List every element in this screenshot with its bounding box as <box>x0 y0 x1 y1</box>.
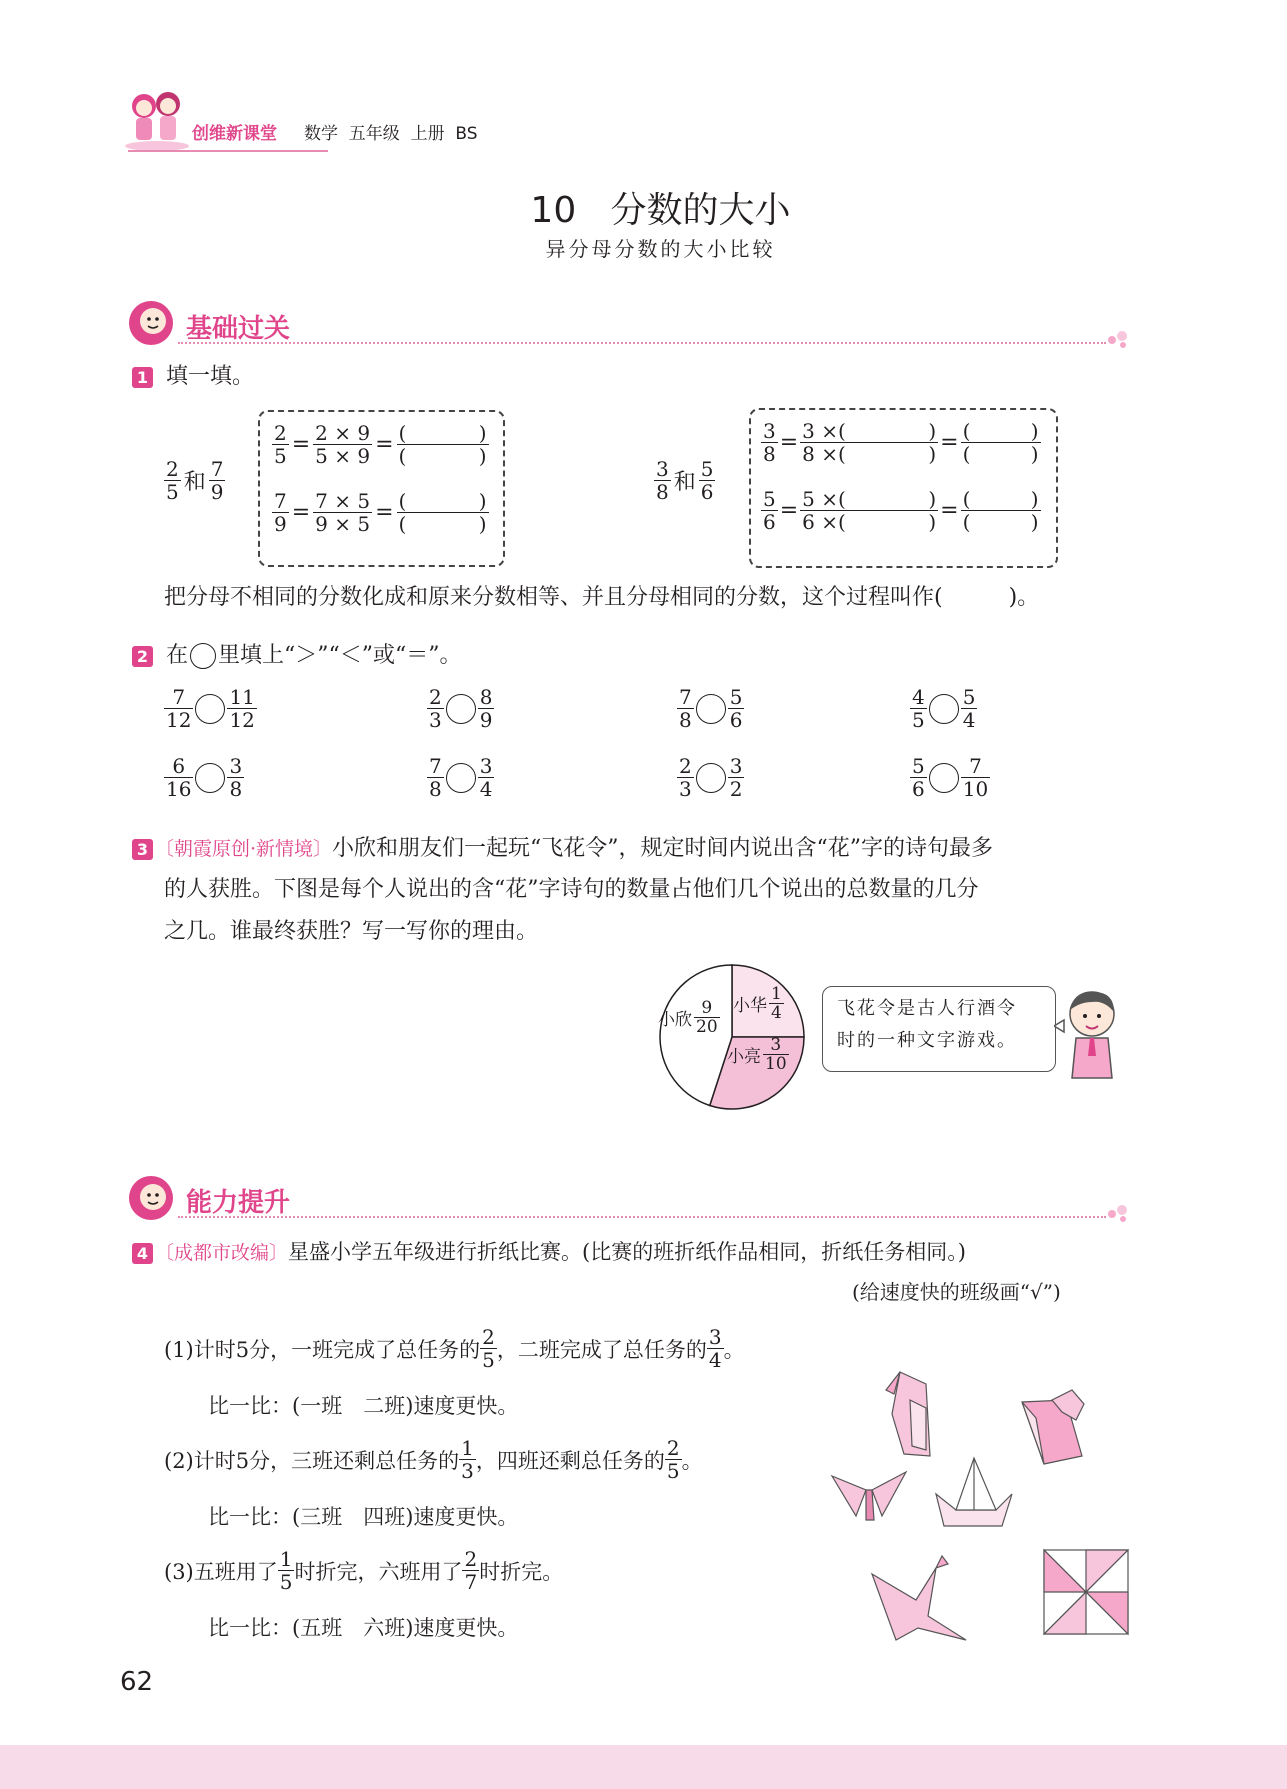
header-divider <box>128 150 328 152</box>
q2-compare-circle[interactable] <box>446 763 476 793</box>
q2-item: $\frac{5}{6}$ $\frac{7}{10}$ <box>912 754 989 801</box>
q4-compare-3[interactable]: 比一比：(五班 六班)速度更快。 <box>208 1616 519 1640</box>
q2-item: $\frac{7}{12}$ $\frac{11}{12}$ <box>166 685 255 732</box>
q4-hint: (给速度快的班级画“√”) <box>852 1280 1061 1304</box>
q1-right-conj: 和 <box>673 470 696 495</box>
q4-compare-1[interactable]: 比一比：(一班 二班)速度更快。 <box>208 1394 519 1418</box>
q4-tag: 〔成都市改编〕 <box>155 1242 289 1264</box>
q3-tag: 〔朝霞原创·新情境〕 <box>155 838 333 860</box>
q1-left-answer-2[interactable]: ( ) ( ) <box>398 489 487 536</box>
q1-prompt: 填一填。 <box>166 364 255 389</box>
q3-line-1 <box>132 832 993 866</box>
q3-text-1: 小欣和朋友们一起玩“飞花令”，规定时间内说出含“花”字的诗句最多 <box>332 836 994 861</box>
q1-right-answer-2[interactable]: ( ) ( ) <box>962 487 1039 534</box>
q1-left-box <box>258 410 505 567</box>
q4-part-2: (2)计时5分，三班还剩总任务的 $\frac{1}{3}$ ，四班还剩总任务的 $\frac{2}{5}$ 。 <box>164 1436 703 1483</box>
q2-compare-circle[interactable] <box>195 694 225 724</box>
pie-label-xiaohua: 小华 $\frac{1}{4}$ <box>733 984 782 1023</box>
q2-compare-circle[interactable] <box>195 763 225 793</box>
q1-right-row-1: $\frac{3}{8}$ = 3 ×( ) 8 ×( ) = ( ) ( ) <box>763 419 1039 466</box>
q2-compare-circle[interactable] <box>446 694 476 724</box>
q1-right-box <box>749 408 1058 568</box>
section-basic-title: 基础过关 <box>186 314 291 344</box>
q1-left-frac-b: $\frac{7}{9}$ <box>210 457 224 504</box>
q1-left-conj: 和 <box>183 470 206 495</box>
origami-boat-icon <box>936 1458 1012 1526</box>
section-basic-dots-icon <box>1106 328 1130 348</box>
bubble-line-2: 时的一种文字游戏。 <box>837 1030 1017 1051</box>
q1-right-frac-a: $\frac{3}{8}$ <box>656 457 669 504</box>
q2-prompt-b: 里填上“＞”“＜”或“＝”。 <box>218 643 462 668</box>
boy-character-icon <box>1054 986 1130 1084</box>
q2-compare-circle[interactable] <box>929 763 959 793</box>
pie-label-xiaoxin: 小欣 $\frac{9}{20}$ <box>658 998 718 1037</box>
section-advanced-dots-icon <box>1106 1202 1130 1222</box>
section-basic-icon <box>128 300 174 346</box>
q2-item: $\frac{2}{3}$ $\frac{8}{9}$ <box>429 685 493 732</box>
section-advanced-divider <box>178 1216 1106 1218</box>
circle-icon <box>190 643 216 669</box>
q2-prompt-a: 在 <box>166 643 189 668</box>
q1-header <box>132 360 254 394</box>
q1-statement[interactable]: 把分母不相同的分数化成和原来分数相等、并且分母相同的分数，这个过程叫作( )。 <box>164 585 1040 610</box>
q1-left-frac-a: $\frac{2}{5}$ <box>166 457 179 504</box>
speech-bubble <box>822 986 1056 1072</box>
q1-left-pair <box>164 458 225 503</box>
bottom-band <box>0 1745 1287 1789</box>
q4-number: 4 <box>132 1243 153 1264</box>
q4-part-1: (1)计时5分，一班完成了总任务的 $\frac{2}{5}$ ，二班完成了总任务的 $\frac{3}{4}$ 。 <box>164 1325 745 1372</box>
q2-compare-circle[interactable] <box>696 763 726 793</box>
origami-illustrations <box>826 1360 1136 1650</box>
q2-item: $\frac{7}{8}$ $\frac{5}{6}$ <box>679 685 743 732</box>
q3-line-3: 之几。谁最终获胜？写一写你的理由。 <box>164 919 539 944</box>
q2-item: $\frac{2}{3}$ $\frac{3}{2}$ <box>679 754 743 801</box>
q2-item: $\frac{7}{8}$ $\frac{3}{4}$ <box>429 754 493 801</box>
q2-compare-circle[interactable] <box>696 694 726 724</box>
q4-intro <box>132 1235 966 1270</box>
q1-number: 1 <box>132 367 153 388</box>
q1-left-row-2: $\frac{7}{9}$ = $\frac{7 \times 5}{9 \times 5}$ = ( ) ( ) <box>274 489 487 536</box>
q1-right-mult-1[interactable]: 3 ×( ) 8 ×( ) <box>802 419 937 466</box>
header-mascot <box>122 86 192 152</box>
q1-right-pair <box>654 458 715 503</box>
q2-number: 2 <box>132 646 153 667</box>
page-title: 10 分数的大小 <box>530 190 791 231</box>
q2-compare-circle[interactable] <box>929 694 959 724</box>
q1-right-frac-b: $\frac{5}{6}$ <box>700 457 714 504</box>
q1-right-mult-2[interactable]: 5 ×( ) 6 ×( ) <box>802 487 937 534</box>
q2-item: $\frac{4}{5}$ $\frac{5}{4}$ <box>912 685 976 732</box>
q4-compare-2[interactable]: 比一比：(三班 四班)速度更快。 <box>208 1505 519 1529</box>
pie-label-xiaoliang: 小亮 $\frac{3}{10}$ <box>727 1035 787 1074</box>
origami-crane-icon <box>872 1556 966 1640</box>
q3-number: 3 <box>132 839 153 860</box>
origami-pinwheel-icon <box>1044 1550 1128 1634</box>
q3-line-2: 的人获胜。下图是每个人说出的含“花”字诗句的数量占他们几个说出的总数量的几分 <box>164 877 979 902</box>
header-brand: 创维新课堂 <box>192 124 277 144</box>
origami-squirrel-icon <box>1022 1390 1084 1464</box>
page-subtitle: 异分母分数的大小比较 <box>545 237 776 261</box>
q2-header <box>132 639 462 673</box>
header-info: 数学 五年级 上册 BS <box>304 124 478 144</box>
q1-right-row-2: $\frac{5}{6}$ = 5 ×( ) 6 ×( ) = ( ) ( ) <box>763 487 1039 534</box>
bubble-line-1: 飞花令是古人行酒令 <box>837 998 1017 1019</box>
q1-left-answer-1[interactable]: ( ) ( ) <box>398 421 487 468</box>
origami-penguin-icon <box>886 1372 930 1456</box>
section-advanced-icon <box>128 1175 174 1221</box>
section-basic-divider <box>178 342 1106 344</box>
q1-left-row-1: $\frac{2}{5}$ = $\frac{2 \times 9}{5 \times 9}$ = ( ) ( ) <box>274 421 487 468</box>
q2-item: $\frac{6}{16}$ $\frac{3}{8}$ <box>166 754 243 801</box>
q1-right-answer-1[interactable]: ( ) ( ) <box>962 419 1039 466</box>
q4-part-3: (3)五班用了 $\frac{1}{5}$ 时折完，六班用了 $\frac{2}{7}$ 时折完。 <box>164 1547 564 1594</box>
origami-butterfly-icon <box>832 1472 906 1520</box>
q4-intro-text: 星盛小学五年级进行折纸比赛。(比赛的班折纸作品相同，折纸任务相同。) <box>288 1240 966 1264</box>
page-number: 62 <box>120 1667 154 1697</box>
section-advanced-title: 能力提升 <box>186 1188 291 1218</box>
